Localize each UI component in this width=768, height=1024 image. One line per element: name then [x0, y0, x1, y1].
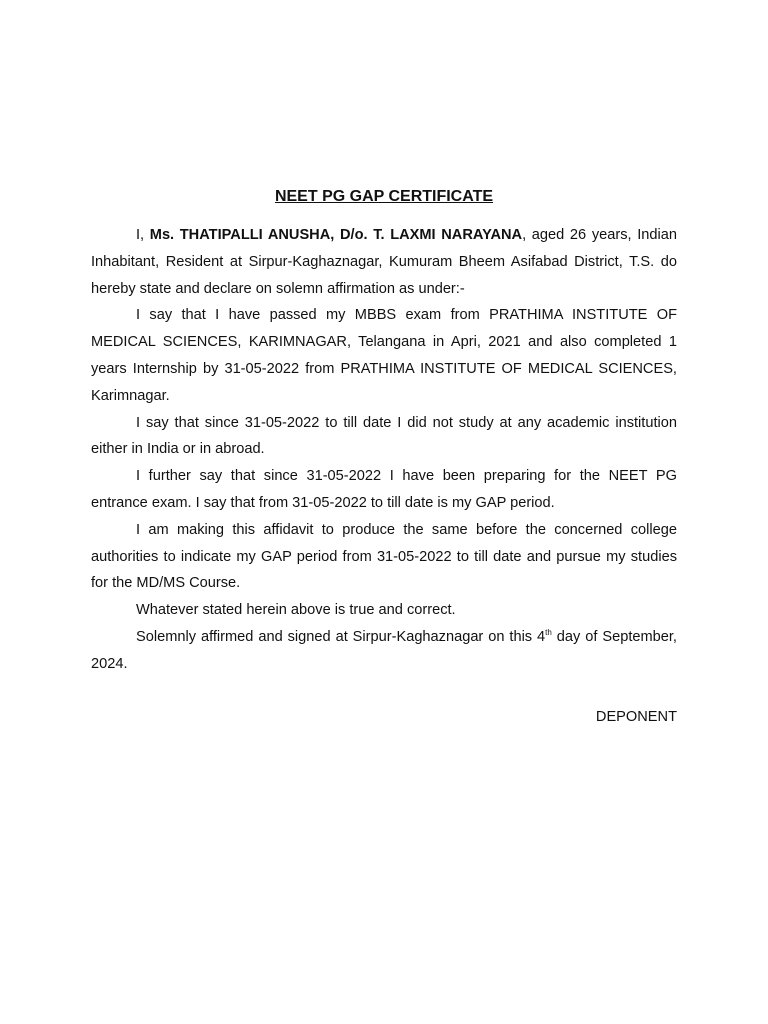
paragraph-true-correct: Whatever stated herein above is true and correct. [136, 602, 456, 619]
deponent-label: DEPONENT [595, 708, 677, 725]
paragraph-mbbs: I say that I have passed my MBBS exam from PRATHIMA INSTITUTE OF MEDICAL SCIENCES, KARIMNAGAR, Telangana in Apri, 2021 and also completed 1 years Internship by 31-05-2022 from PRATHIMA INSTITUTE OF MEDICAL SCIENCES, Karimnagar. [91, 307, 677, 404]
ordinal-suffix: th [545, 628, 552, 638]
declarant-prefix: I, [136, 227, 150, 243]
document-title: NEET PG GAP CERTIFICATE [274, 188, 494, 205]
declarant-name: Ms. THATIPALLI ANUSHA, D/o. T. LAXMI NARAYANA [149, 227, 523, 243]
affirmation-text-end: day of September, 2024. [91, 628, 677, 672]
paragraph-preparation: I further say that since 31-05-2022 I have been preparing for the NEET PG entrance exam. I say that from 31-05-2022 to till date is my GAP period. [91, 468, 677, 511]
declarant-details: , aged 26 years, Indian Inhabitant, Resident at Sirpur-Kaghaznagar, Kumuram Bheem Asifabad District, T.S. do hereby state and declare on solemn affirmation as under:- [91, 227, 677, 297]
paragraph-declarant [91, 222, 677, 302]
paragraph-no-study: I say that since 31-05-2022 to till date I did not study at any academic institution either in India or in abroad. [91, 414, 677, 458]
affirmation-text-start: Solemnly affirmed and signed at Sirpur-Kaghaznagar on this 4 [136, 628, 546, 645]
paragraph-purpose: I am making this affidavit to produce the same before the concerned college authorities to indicate my GAP period from 31-05-2022 to till date and pursue my studies for the MD/MS Course. [91, 521, 677, 592]
document-page [91, 185, 677, 730]
paragraph-affirmation [91, 624, 677, 678]
